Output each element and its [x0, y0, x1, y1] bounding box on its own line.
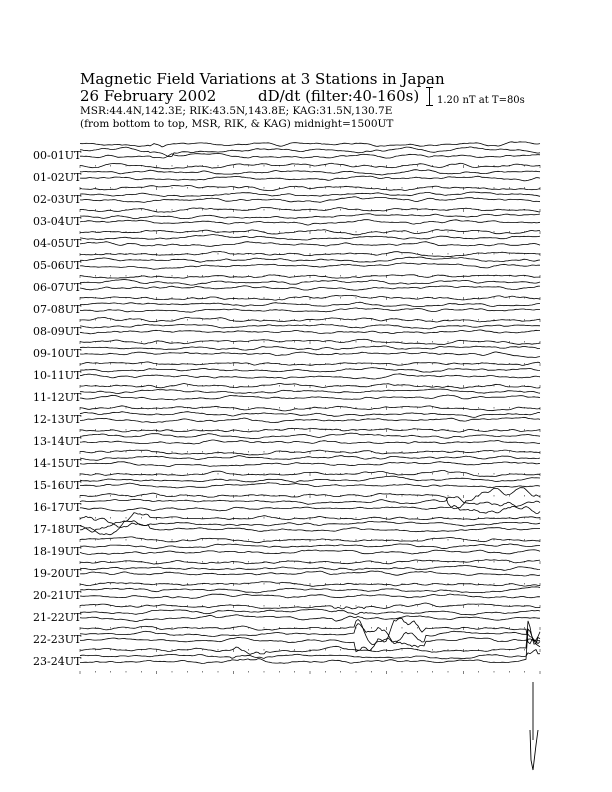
hour-label: 16-17UT [33, 501, 82, 514]
trace-rik-7 [80, 302, 540, 306]
trace-rik-13 [80, 433, 540, 439]
trace-rik-21 [80, 609, 540, 615]
hour-label: 22-23UT [33, 633, 82, 646]
trace-msr-5 [80, 263, 540, 269]
trace-rik-8 [80, 324, 540, 329]
trace-msr-19 [80, 571, 540, 576]
trace-msr-6 [80, 286, 540, 290]
trace-rik-5 [80, 257, 540, 262]
chart-title: Magnetic Field Variations at 3 Stations in Japan [80, 70, 445, 88]
hour-label: 01-02UT [33, 171, 82, 184]
trace-msr-16 [80, 506, 540, 514]
hour-label: 10-11UT [33, 369, 82, 382]
hour-label: 19-20UT [33, 567, 82, 580]
trace-kag-12 [80, 406, 540, 411]
trace-rik-9 [80, 346, 540, 350]
hour-label: 05-06UT [33, 259, 82, 272]
trace-msr-10 [80, 374, 540, 379]
trace-rik-19 [80, 566, 540, 571]
hour-label: 07-08UT [33, 303, 82, 316]
trace-kag-16 [80, 488, 540, 509]
trace-msr-18 [80, 550, 540, 555]
trace-msr-2 [80, 197, 540, 203]
hour-label: 08-09UT [33, 325, 82, 338]
hour-label: 13-14UT [33, 435, 82, 448]
trace-msr-12 [80, 417, 540, 422]
trace-rik-4 [80, 235, 540, 240]
hour-label: 15-16UT [33, 479, 82, 492]
trace-kag-0 [80, 142, 540, 147]
trace-rik-18 [80, 544, 540, 549]
hour-label: 23-24UT [33, 655, 82, 668]
trace-msr-21 [80, 615, 540, 622]
hour-label: 11-12UT [33, 391, 82, 404]
hour-label: 20-21UT [33, 589, 82, 602]
trace-msr-1 [80, 176, 540, 181]
station-coordinates: MSR:44.4N,142.3E; RIK:43.5N,143.8E; KAG:31.5N,130.7E [80, 105, 393, 117]
hour-label: 12-13UT [33, 413, 82, 426]
scale-label: 1.20 nT at T=80s [437, 95, 525, 106]
trace-rik-16 [80, 497, 540, 507]
trace-msr-11 [80, 395, 540, 400]
hour-label: 06-07UT [33, 281, 82, 294]
trace-msr-8 [80, 330, 540, 334]
trace-rik-20 [80, 587, 540, 593]
hour-label: 02-03UT [33, 193, 82, 206]
trace-msr-9 [80, 352, 540, 358]
hour-label: 09-10UT [33, 347, 82, 360]
trace-msr-7 [80, 308, 540, 312]
trace-msr-20 [80, 594, 540, 598]
trace-rik-12 [80, 412, 540, 418]
trace-rik-6 [80, 280, 540, 286]
chart-date: 26 February 2002 [80, 87, 217, 105]
hour-label: 03-04UT [33, 215, 82, 228]
trace-rik-15 [80, 476, 540, 482]
trace-rik-11 [80, 389, 540, 394]
hour-label: 14-15UT [33, 457, 82, 470]
hour-label: 18-19UT [33, 545, 82, 558]
hour-label: 21-22UT [33, 611, 82, 624]
large-spike-trace [530, 730, 538, 770]
trace-rik-1 [80, 170, 540, 175]
trace-msr-4 [80, 242, 540, 247]
trace-rik-0 [80, 147, 540, 157]
chart-quantity: dD/dt (filter:40-160s) [258, 87, 420, 105]
trace-order-note: (from bottom to top, MSR, RIK, & KAG) midnight=1500UT [80, 118, 394, 130]
trace-msr-0 [80, 153, 540, 158]
trace-rik-3 [80, 214, 540, 219]
trace-rik-2 [80, 192, 540, 197]
trace-msr-14 [80, 462, 540, 467]
trace-msr-13 [80, 440, 540, 444]
hour-label: 17-18UT [33, 523, 82, 536]
trace-msr-15 [80, 483, 540, 488]
hour-label: 00-01UT [33, 149, 82, 162]
trace-rik-14 [80, 456, 540, 461]
trace-rik-10 [80, 368, 540, 373]
hour-label: 04-05UT [33, 237, 82, 250]
trace-msr-3 [80, 220, 540, 226]
